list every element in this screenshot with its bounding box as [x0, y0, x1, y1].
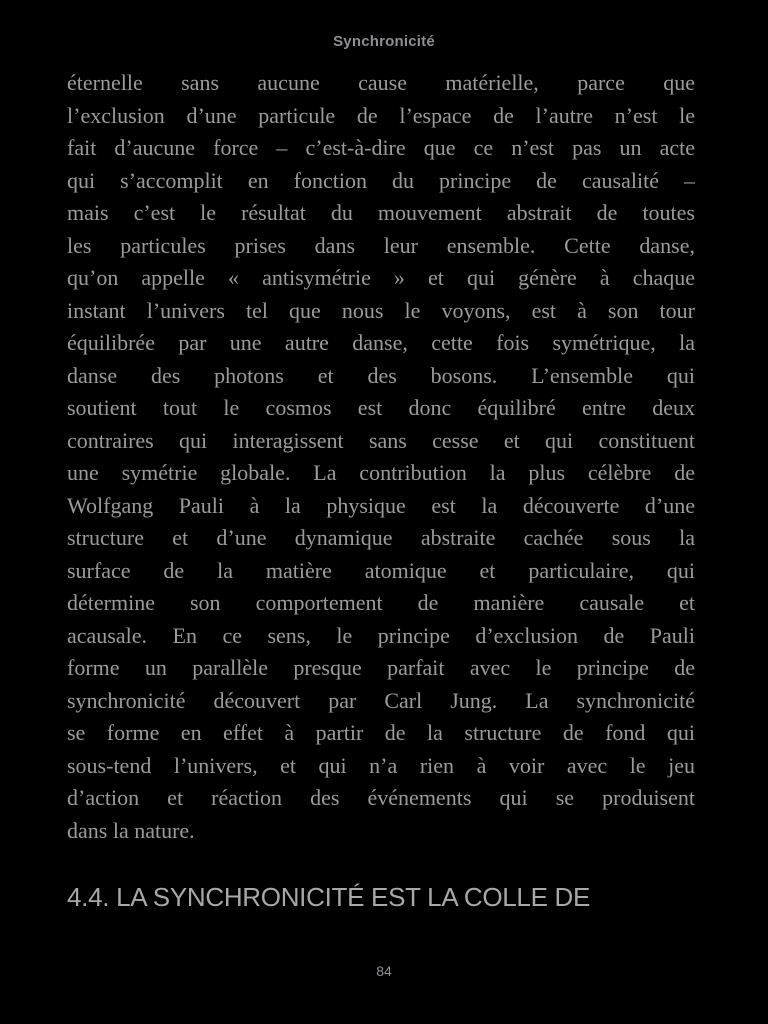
text-line: structure et d’une dynamique abstraite cachée sous la — [67, 525, 695, 550]
body-paragraph — [67, 67, 695, 847]
text-line: synchronicité découvert par Carl Jung. La synchronicité — [67, 687, 695, 713]
page-footer — [0, 963, 768, 979]
text-line: Wolfgang Pauli à la physique est la découverte d’une — [67, 492, 695, 518]
running-header — [0, 33, 768, 50]
text-line: fait d’aucune force – c’est-à-dire que ce n’est pas un acte — [67, 135, 695, 160]
text-line: surface de la matière atomique et particulaire, qui — [67, 557, 695, 583]
text-line: éternelle sans aucune cause matérielle, parce que — [67, 70, 695, 95]
text-line: d’action et réaction des événements qui se produisent — [67, 785, 695, 810]
text-line: acausale. En ce sens, le principe d’exclusion de Pauli — [67, 622, 695, 648]
text-line: équilibrée par une autre danse, cette fois symétrique, la — [67, 330, 695, 355]
text-line: mais c’est le résultat du mouvement abstrait de toutes — [67, 200, 695, 225]
text-line: danse des photons et des bosons. L’ensemble qui — [67, 362, 695, 388]
text-line: les particules prises dans leur ensemble. Cette danse, — [67, 232, 695, 258]
text-line: détermine son comportement de manière causale et — [67, 590, 695, 615]
section-heading: 4.4. LA SYNCHRONICITÉ EST LA COLLE DE — [67, 882, 591, 912]
text-line: sous-tend l’univers, et qui n’a rien à voir avec le jeu — [67, 752, 695, 778]
text-line: qu’on appelle « antisymétrie » et qui génère à chaque — [67, 265, 695, 290]
text-line: une symétrie globale. La contribution la plus célèbre de — [67, 460, 695, 485]
text-line: se forme en effet à partir de la structure de fond qui — [67, 720, 695, 745]
text-line: contraires qui interagissent sans cesse et qui constituent — [67, 427, 695, 453]
text-line: dans la nature. — [67, 817, 195, 843]
text-line: instant l’univers tel que nous le voyons, est à son tour — [67, 297, 695, 323]
running-header-title: Synchronicité — [333, 33, 435, 50]
text-line: l’exclusion d’une particule de l’espace de l’autre n’est le — [67, 102, 695, 128]
page-number: 84 — [376, 963, 392, 979]
text-line: soutient tout le cosmos est donc équilibré entre deux — [67, 395, 695, 420]
text-line: qui s’accomplit en fonction du principe de causalité – — [67, 167, 695, 193]
text-line: forme un parallèle presque parfait avec le principe de — [67, 655, 695, 680]
